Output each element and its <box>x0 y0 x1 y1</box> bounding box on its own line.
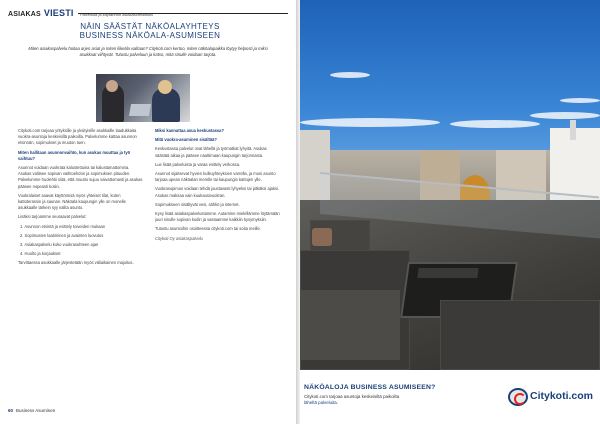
person-right-head <box>158 80 172 94</box>
section-label: ASIAKAS <box>8 11 41 18</box>
list-item: 1. Asunnon etsintä ja esittely toiveiden mukaan <box>20 223 106 229</box>
section-accent: VIESTI <box>43 8 74 18</box>
sofa-cushion <box>300 290 400 360</box>
paragraph: Asunnot voidaan vuokrata kalustettuina tai kalustamattomina. Asukas valitsee sopivan vaihtoehdon ja sopimuksen pituuden. Palvelumme huolehtii siitä, että muutto sujuu vaivattomasti ja asukas pääsee nopeasti kotiin. <box>18 165 143 189</box>
paragraph: Vuokralaiset saavat käyttöönsä myös yhteiset tilat, kuten kattoterassin ja saunan. Näköala kaupungin ylle on monelle asukkaalle tärkein syy valita asunto. <box>18 192 126 211</box>
left-page <box>0 0 296 424</box>
page-folio <box>8 408 55 413</box>
citykoti-logo-icon <box>508 388 528 406</box>
citykoti-logo[interactable] <box>508 386 596 408</box>
article-photo <box>96 74 190 122</box>
folio-title: Business Asuminen <box>16 408 56 413</box>
article-headline <box>60 22 240 40</box>
section-tag <box>8 8 74 18</box>
person-left-head <box>106 80 118 92</box>
list-item: 4. Huolto ja korjaukset <box>20 251 61 257</box>
paragraph: Keskustassa palvelut ovat lähellä ja työmatkat lyhyitä. Asukas säästää aikaa ja pääsee nauttimaan kaupungin tarjonnasta. <box>155 146 267 158</box>
paragraph: Asunnot sijaitsevat hyvien kulkuyhteyksien varrella, ja moni asunto tarjoaa upean näköalan merelle tai kaupungin kattojen ylle. <box>155 171 276 183</box>
paragraph: Kysy lisää asiakaspalvelustamme. Autamme mielellämme löytämään juuri sinulle sopivan kodin ja vastaamme kaikkiin kysymyksiin. <box>155 211 280 223</box>
article-body <box>18 128 280 404</box>
header-subtitle: Palveluita ja käytännön asiakasviestintää <box>80 12 153 17</box>
headline-line-2: BUSINESS NÄKÖALA-ASUMISEEN <box>79 31 221 40</box>
paragraph: Citykoti.com tarjoaa yrityksille ja yksityisille asukkaille laadukkaita vuokra-asuntoja keskeisillä paikoilla. Palvelumme kattaa asunnon etsinnän, sopimukset ja muuton tuen. <box>18 128 137 146</box>
question: Miten hallitaan asunnonvaihto, kun asukas muuttaa ja työ vaihtuu? <box>18 149 131 161</box>
paragraph: Lisäksi tarjoamme seuraavat palvelut: <box>18 214 87 220</box>
ad-line-1: Citykoti.com tarjoaa asuntoja keskeisiltä paikoilta <box>304 394 400 399</box>
article-intro: Miten asiakaspalvelu hoitaa arjen asiat ja miten liiketila valitaan? Citykoti.com kertoo, miten näköalapaikka löytyy helposti ja miksi asukkaat viihtyvät. Tutustu palveluun ja katso, mitä sinulle voidaan tarjota. <box>28 46 268 57</box>
cloud <box>300 118 440 127</box>
ad-title: NÄKÖALOJA BUSINESS ASUMISEEN? <box>304 384 436 391</box>
paragraph: Tarvittaessa asukkaalle järjestetään myös väliaikainen majoitus. <box>18 260 134 266</box>
list-item: 2. Sopimusten laatiminen ja avainten luovutus <box>20 232 104 238</box>
question: Miksi kannattaa asua keskustassa? <box>155 128 224 133</box>
column-1 <box>18 128 143 404</box>
cloud <box>530 112 600 119</box>
column-2 <box>155 128 280 404</box>
list-item: 3. Asiakaspalvelu koko vuokrasuhteen ajan <box>20 242 99 248</box>
table-reflection <box>417 268 478 278</box>
cloud <box>560 98 600 103</box>
pillow <box>312 228 332 246</box>
cloud <box>450 120 540 128</box>
question: Mitä vuokra-asuminen sisältää? <box>155 137 217 143</box>
right-page <box>300 0 600 424</box>
logo-text: Citykoti.com <box>530 390 594 402</box>
cloud <box>330 72 370 78</box>
advertisement <box>300 370 600 424</box>
chimney <box>570 120 576 140</box>
paragraph: Sopimukseen sisältyvät vesi, sähkö ja internet. <box>155 201 240 207</box>
signature: Citykoti Oy asiakaspalvelu <box>155 235 203 241</box>
paragraph: Tutustu asuntoihin osoitteessa citykoti.com tai soita meille. <box>155 226 261 232</box>
paragraph: Vuokrasopimus voidaan tehdä joustavasti lyhyeksi tai pitkäksi ajaksi. Asukas maksaa vain kuukausivuokran. <box>155 186 280 198</box>
headline-line-1: NÄIN SÄÄSTÄT NÄKÖALAYHTEYS <box>80 22 220 31</box>
ad-line-2: läheltä palveluita. <box>304 400 338 405</box>
rattan-sofa-right <box>440 300 600 370</box>
laptop <box>129 104 151 116</box>
page-number: 60 <box>8 408 14 413</box>
terrace-photo <box>300 0 600 370</box>
ad-body <box>304 394 494 406</box>
paragraph: Lue lisää palveluista ja varaa esittely verkossa. <box>155 161 241 167</box>
